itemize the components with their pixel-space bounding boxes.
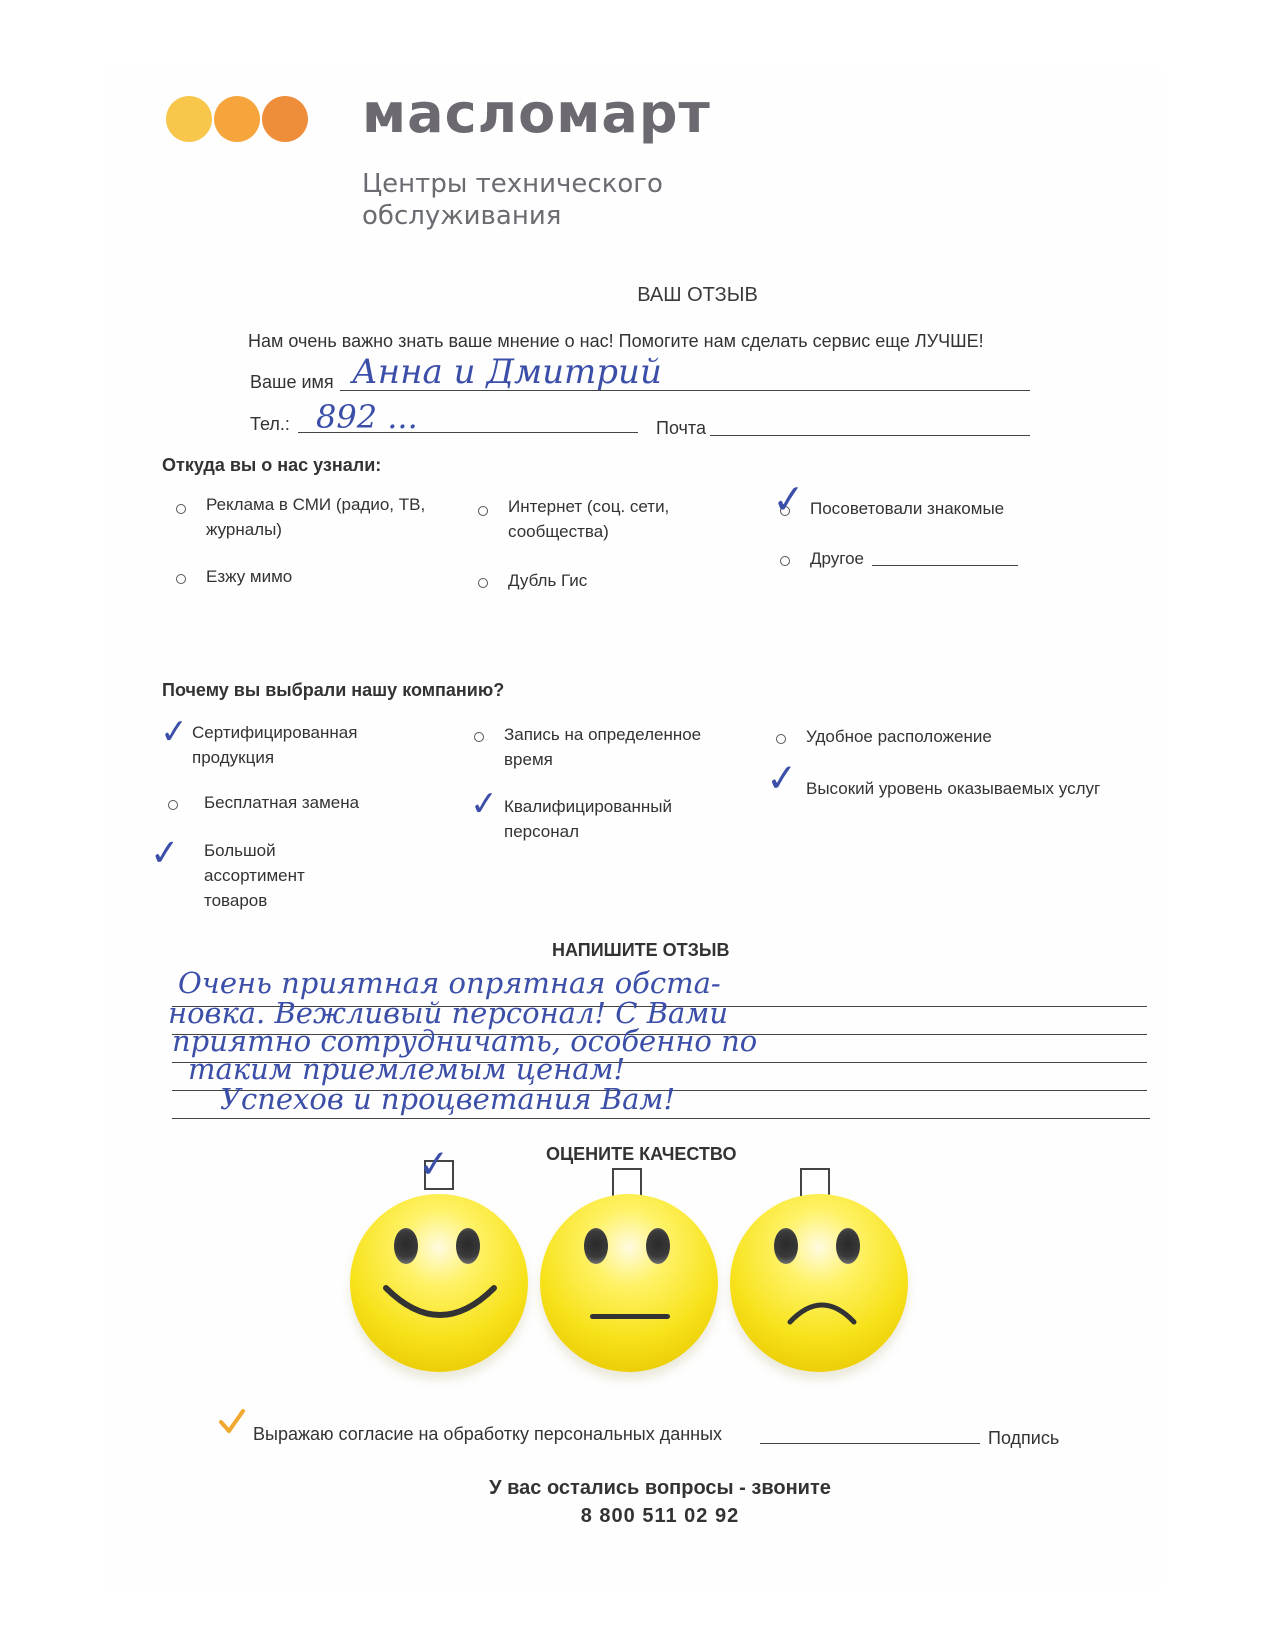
check-mark-icon: ✓ xyxy=(468,783,500,825)
radio-passing[interactable] xyxy=(176,574,186,584)
tagline-line-1: Центры технического xyxy=(362,169,663,199)
option-qualified xyxy=(504,794,672,844)
logo-dot-2 xyxy=(214,96,260,142)
option-ads xyxy=(206,492,425,542)
logo-dot-3 xyxy=(262,96,308,142)
review-heading: НАПИШИТЕ ОТЗЫВ xyxy=(552,940,730,960)
option-free-replace: Бесплатная замена xyxy=(204,793,360,812)
eye-icon xyxy=(836,1228,860,1264)
review-text-line-4[interactable]: таким приемлемым ценам! xyxy=(188,1052,626,1086)
option-booking xyxy=(504,722,701,772)
form-title: ВАШ ОТЗЫВ xyxy=(637,284,758,306)
phone-label: Тел.: xyxy=(250,414,290,434)
review-text-line-3[interactable]: приятно сотрудничать, особенно по xyxy=(172,1024,758,1058)
radio-ads[interactable] xyxy=(176,504,186,514)
brand-name: масломарт xyxy=(362,82,711,145)
smile-mouth-icon xyxy=(380,1274,500,1334)
radio-free-replace[interactable] xyxy=(168,800,178,810)
check-mark-icon: ✓ xyxy=(416,1140,452,1188)
brand-tagline xyxy=(362,168,663,232)
option-other: Другое xyxy=(810,549,865,568)
option-certified-line1: Сертифицированная xyxy=(192,723,358,742)
option-high-level: Высокий уровень оказываемых услуг xyxy=(806,779,1101,798)
form-intro: Нам очень важно знать ваше мнение о нас! Помогите нам сделать сервис еще ЛУЧШЕ! xyxy=(248,331,984,351)
sad-face-icon[interactable] xyxy=(730,1194,908,1372)
consent-check-icon xyxy=(218,1408,246,1434)
name-label: Ваше имя xyxy=(250,372,334,392)
happy-face-icon[interactable] xyxy=(350,1194,528,1372)
option-booking-line2: время xyxy=(504,750,553,769)
option-passing: Езжу мимо xyxy=(206,567,293,586)
option-location: Удобное расположение xyxy=(806,727,992,746)
review-text-line-1[interactable]: Очень приятная опрятная обста- xyxy=(178,966,721,1000)
name-field[interactable]: Анна и Дмитрий xyxy=(352,352,662,392)
signature-label: Подпись xyxy=(988,1428,1060,1448)
email-label: Почта xyxy=(656,418,706,438)
eye-icon xyxy=(774,1228,798,1264)
reasons-heading: Почему вы выбрали нашу компанию? xyxy=(162,680,505,700)
neutral-face-icon[interactable] xyxy=(540,1194,718,1372)
radio-other[interactable] xyxy=(780,556,790,566)
sad-mouth-icon xyxy=(782,1284,862,1328)
option-internet-line1: Интернет (соц. сети, xyxy=(508,497,670,516)
check-mark-icon: ✓ xyxy=(158,711,190,753)
neutral-mouth-icon xyxy=(590,1314,670,1319)
email-field[interactable] xyxy=(710,435,1030,436)
review-text-line-2[interactable]: новка. Вежливый персонал! С Вами xyxy=(168,996,729,1030)
logo-dot-1 xyxy=(166,96,212,142)
radio-internet[interactable] xyxy=(478,506,488,516)
radio-2gis[interactable] xyxy=(478,578,488,588)
eye-icon xyxy=(394,1228,418,1264)
phone-field[interactable]: 892 ... xyxy=(316,398,418,436)
option-certified xyxy=(192,720,357,770)
eye-icon xyxy=(646,1228,670,1264)
option-friends: Посоветовали знакомые xyxy=(810,499,1005,518)
source-heading: Откуда вы о нас узнали: xyxy=(162,455,382,475)
footer-question: У вас остались вопросы - звоните xyxy=(489,1477,831,1499)
option-certified-line2: продукция xyxy=(192,748,275,767)
tagline-line-2: обслуживания xyxy=(362,201,562,231)
check-mark-icon: ✓ xyxy=(764,754,800,802)
radio-location[interactable] xyxy=(776,734,786,744)
check-mark-icon: ✓ xyxy=(148,831,182,876)
rating-heading: ОЦЕНИТЕ КАЧЕСТВО xyxy=(546,1144,737,1164)
consent-text: Выражаю согласие на обработку персональных данных xyxy=(253,1424,723,1444)
eye-icon xyxy=(584,1228,608,1264)
option-booking-line1: Запись на определенное xyxy=(504,725,702,744)
option-2gis: Дубль Гис xyxy=(508,571,588,590)
option-assortment-line3: товаров xyxy=(204,891,268,910)
option-ads-line2: журналы) xyxy=(206,520,282,539)
signature-field[interactable] xyxy=(760,1443,980,1444)
option-internet xyxy=(508,494,669,544)
option-ads-line1: Реклама в СМИ (радио, ТВ, xyxy=(206,495,426,514)
footer-phone[interactable]: 8 800 511 02 92 xyxy=(580,1505,740,1527)
option-qualified-line1: Квалифицированный xyxy=(504,797,673,816)
review-line xyxy=(172,1118,1150,1119)
option-assortment xyxy=(204,838,305,913)
option-internet-line2: сообщества) xyxy=(508,522,609,541)
other-field[interactable] xyxy=(872,565,1018,566)
radio-booking[interactable] xyxy=(474,732,484,742)
option-assortment-line1: Большой xyxy=(204,841,276,860)
check-mark-icon: ✓ xyxy=(770,475,808,525)
eye-icon xyxy=(456,1228,480,1264)
option-qualified-line2: персонал xyxy=(504,822,580,841)
option-assortment-line2: ассортимент xyxy=(204,866,305,885)
review-text-line-5[interactable]: Успехов и процветания Вам! xyxy=(220,1082,676,1116)
